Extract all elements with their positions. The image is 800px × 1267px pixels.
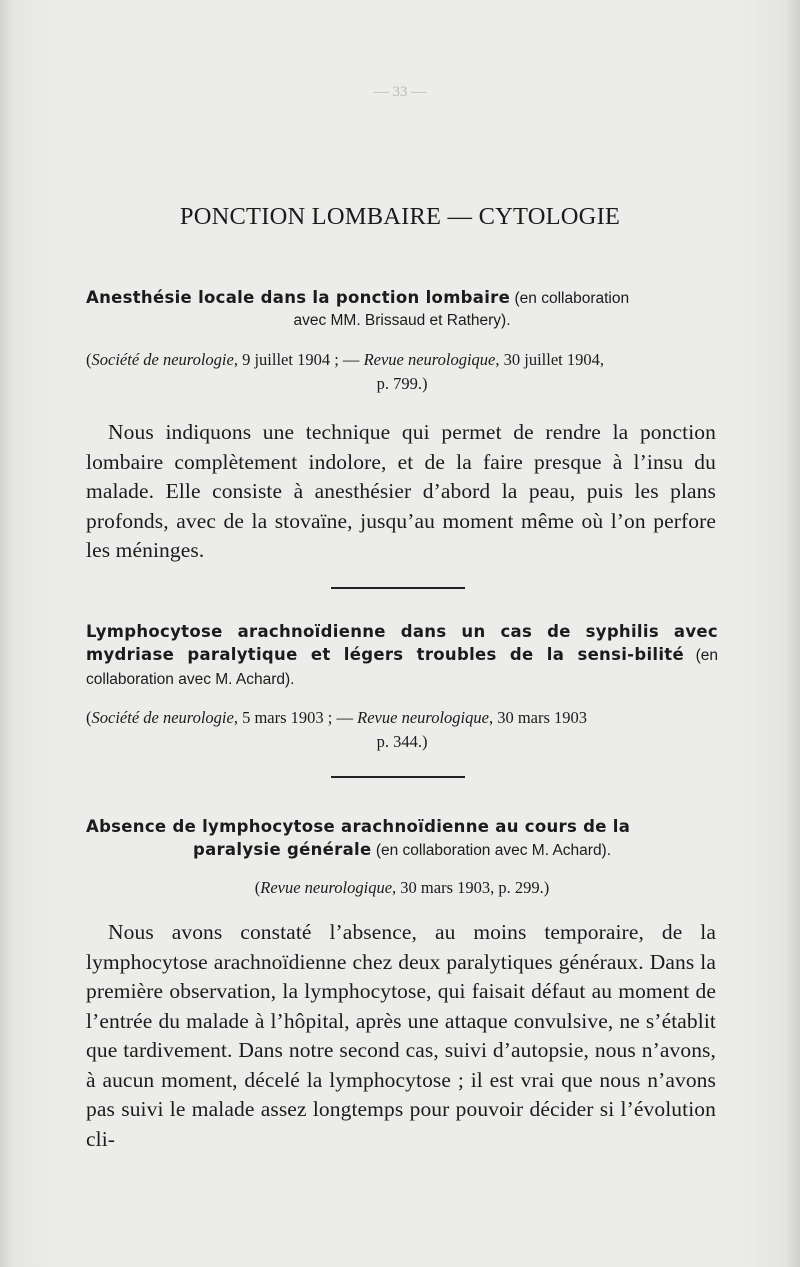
- ref-source: Société de neurologie: [91, 708, 234, 727]
- ref-page: p. 799.): [376, 374, 428, 393]
- page-number: — 33 —: [373, 84, 427, 100]
- entry-1-title-text: Anesthésie locale dans la ponction lombaire: [86, 288, 511, 307]
- entry-3-reference: [86, 876, 718, 900]
- entry-1-collab-authors: avec MM. Brissaud et Rathery).: [293, 312, 511, 329]
- entry-2-title: [86, 620, 718, 691]
- ref-source: Revue neurologique: [260, 878, 393, 897]
- entry-3-title-text: Absence de lymphocytose arachnoïdienne au cours de la: [86, 817, 631, 836]
- ref-open: (: [254, 878, 261, 897]
- ref-details: , 30 mars 1903, p. 299.): [392, 878, 550, 897]
- entry-2-collab: (en collaboration avec M. Achard).: [86, 647, 719, 688]
- ref-details: , 30 juillet 1904,: [495, 350, 604, 369]
- ref-open: (: [86, 708, 92, 727]
- ref-details: , 30 mars 1903: [488, 708, 588, 727]
- entry-1-collab: (en collaboration: [514, 290, 630, 307]
- entry-3-collab: (en collaboration avec M. Achard).: [375, 842, 612, 859]
- entry-2-reference: [86, 706, 718, 754]
- ref-open: (: [86, 350, 92, 369]
- entry-1-title: [86, 286, 718, 332]
- section-divider: [331, 776, 465, 778]
- ref-source: Revue neurologique: [363, 350, 496, 369]
- entry-3-ref-line: [86, 876, 718, 900]
- entry-3-title-line-2: [86, 838, 718, 862]
- section-divider: [331, 587, 465, 589]
- entry-3-title: [86, 815, 718, 862]
- entry-3-title-text-2: paralysie générale: [192, 840, 372, 859]
- ref-details: , 9 juillet 1904 ; —: [233, 350, 360, 369]
- entry-2-title-text: Lymphocytose arachnoïdienne dans un cas de syphilis avec mydriase paralytique et légers troubles de la sensi-bilité: [86, 622, 718, 664]
- ref-details: , 5 mars 1903 ; —: [233, 708, 354, 727]
- entry-1-body: Nous indiquons une technique qui permet de rendre la ponction lombaire complètement indolore, et de la faire presque à l’insu du malade. Elle consiste à anesthésier d’abord la peau, puis les plans profonds, avec de la stovaïne, jusqu’au moment même où l’on perfore les méninges.: [86, 420, 716, 562]
- ref-page: p. 344.): [376, 732, 428, 751]
- section-title: PONCTION LOMBAIRE — CYTOLOGIE: [179, 203, 621, 230]
- ref-source: Société de neurologie: [91, 350, 234, 369]
- ref-source: Revue neurologique: [357, 708, 489, 727]
- entry-1-reference: [86, 348, 718, 396]
- entry-3-body: Nous avons constaté l’absence, au moins temporaire, de la lymphocytose arachnoïdienne chez deux paralytiques généraux. Dans la première observation, la lymphocytose, qui faisait défaut au moment de l’entrée du malade à l’hôpital, après une attaque convulsive, ne s’établit que tardivement. Dans notre second cas, suivi d’autopsie, nous n’avons, à aucun moment, décelé la lymphocytose ; il est vrai que nous n’avons pas suivi le malade assez longtemps pour pouvoir décider si l’évolution cli-: [86, 920, 716, 1151]
